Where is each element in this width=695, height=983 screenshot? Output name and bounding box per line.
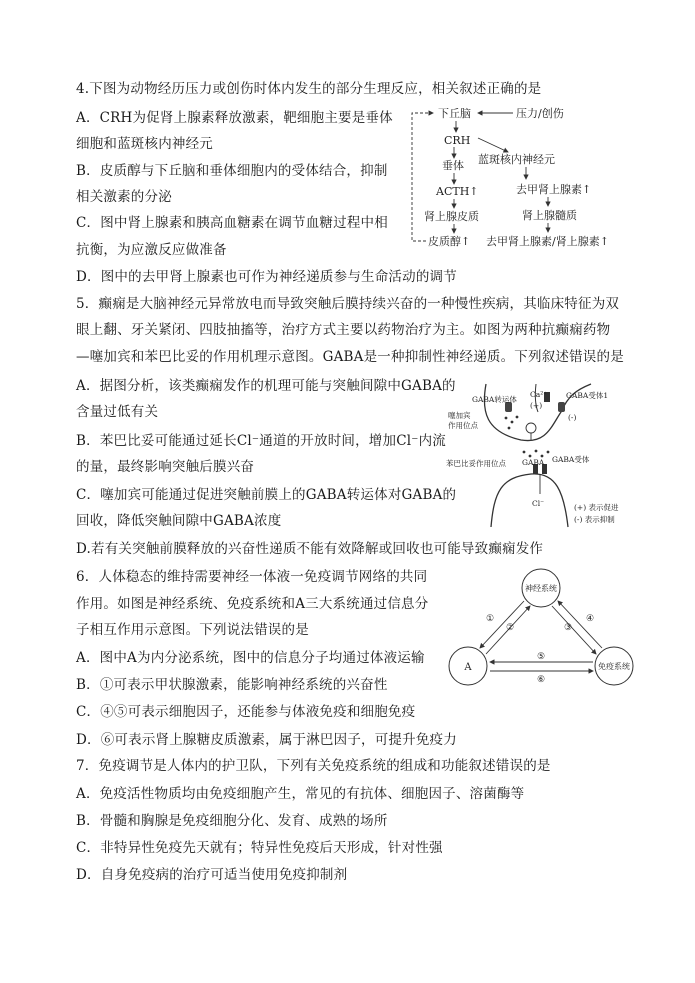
gaba-label: GABA [522,458,545,467]
gaba-receptor-label: GABA受体 [552,455,590,464]
q4-option-b: B．皮质醇与下丘脑和垂体细胞内的受体结合，抑制 [76,163,388,179]
gaba-transporter-label: GABA转运体 [472,395,517,404]
arrow-5-label: ⑤ [537,652,546,662]
arrow-6-label: ⑥ [537,675,546,685]
system-a-label: A [464,662,472,673]
tiagabine-site-label: 作用位点 [448,421,478,430]
q7-option-c: C．非特异性免疫先天就有；特异性免疫后天形成，针对性强 [76,840,443,856]
locus-coeruleus-label: 蓝斑核内神经元 [478,153,555,166]
norepinephrine-label: 去甲肾上腺素↑ [516,183,592,196]
q4-option-a-cont: 细胞和蓝斑核内神经元 [76,136,213,152]
legend-inhibit: (-) 表示抑制 [574,515,615,524]
q6-option-b: B．①可表示甲状腺激素，能影响神经系统的兴奋性 [76,677,388,693]
adrenal-cortex-label: 肾上腺皮质 [424,210,479,223]
tiagabine-label: 噻加宾 [448,411,471,420]
pituitary-label: 垂体 [442,159,464,172]
arrow-3-label: ③ [564,623,573,633]
q7-option-b: B．骨髓和胸腺是免疫细胞分化、发育、成熟的场所 [76,813,388,829]
q5-stem-line3: —噻加宾和苯巴比妥的作用机理示意图。GABA是一种抑制性神经递质。下列叙述错误的是 [76,349,624,365]
q5-option-a: A．据图分析，该类癫痫发作的机理可能与突触间隙中GABA的 [76,378,456,394]
ne-epi-label: 去甲肾上腺素/肾上腺素↑ [486,235,609,248]
nervous-system-label: 神经系统 [525,584,557,593]
q6-stem-line2: 作用。如图是神经系统、免疫系统和A三大系统通过信息分 [76,596,429,612]
q4-option-c: C．图中肾上腺素和胰高血糖素在调节血糖过程中相 [76,215,388,231]
q5-option-b-cont: 的量，最终影响突触后膜兴奋 [76,459,255,475]
q4-option-b-cont: 相关激素的分泌 [76,189,172,205]
q4-option-a: A．CRH为促肾上腺素释放激素，靶细胞主要是垂体 [76,110,393,126]
immune-system-label: 免疫系统 [598,662,630,671]
q4-option-c-cont: 抗衡，为应激反应做准备 [76,242,227,258]
arrow-1-label: ① [486,614,495,624]
chloride-label: Cl⁻ [532,499,545,508]
crh-label: CRH [444,134,471,147]
stress-label: 压力/创伤 [516,107,564,120]
q7-option-a: A．免疫活性物质均由免疫细胞产生，常见的有抗体、细胞因子、溶菌酶等 [76,786,525,802]
gaba-receptor1-label: GABA受体1 [566,391,609,400]
q5-stem-line1: 5．癫痫是大脑神经元异常放电而导致突触后膜持续兴奋的一种慢性疾病，其临床特征为双 [76,296,620,312]
q5-stem-line2: 眼上翻、牙关紧闭、四肢抽搐等，治疗方式主要以药物治疗为主。如图为两种抗癫痫药物 [76,322,611,338]
q5-option-a-cont: 含量过低有关 [76,404,159,420]
q5-option-c-cont: 回收，降低突触间隙中GABA浓度 [76,513,282,529]
q6-option-c: C．④⑤可表示细胞因子，还能参与体液免疫和细胞免疫 [76,704,416,720]
minus-mark: (-) [568,413,577,422]
calcium-label: Ca²⁺ [530,390,548,399]
plus-mark: (+) [530,401,543,410]
acth-label: ACTH↑ [436,185,479,198]
adrenal-medulla-label: 肾上腺髓质 [522,209,577,222]
cortisol-label: 皮质醇↑ [428,235,471,248]
q5-option-c: C．噻加宾可能通过促进突触前膜上的GABA转运体对GABA的 [76,487,457,503]
q6-option-a: A．图中A为内分泌系统，图中的信息分子均通过体液运输 [76,650,425,666]
q4-stem: 4.下图为动物经历压力或创伤时体内发生的部分生理反应，相关叙述正确的是 [76,81,542,97]
q6-stem-line1: 6．人体稳态的维持需要神经一体液一免疫调节网络的共同 [76,569,428,585]
q6-option-d: D．⑥可表示肾上腺糖皮质激素，属于淋巴因子，可提升免疫力 [76,732,457,748]
q5-option-b: B．苯巴比妥可能通过延长Cl⁻通道的开放时间，增加Cl⁻内流 [76,433,446,449]
q5-option-d: D.若有关突触前膜释放的兴奋性递质不能有效降解或回收也可能导致癫痫发作 [76,541,544,557]
q6-stem-line3: 子相互作用示意图。下列说法错误的是 [76,622,309,638]
q7-option-d: D．自身免疫病的治疗可适当使用免疫抑制剂 [76,867,348,883]
legend-promote: (+) 表示促进 [574,503,619,512]
q4-option-d: D．图中的去甲肾上腺素也可作为神经递质参与生命活动的调节 [76,269,457,285]
phenobarbital-label: 苯巴比妥作用位点 [446,459,506,468]
arrow-4-label: ④ [586,614,595,624]
synapse-diagram [446,382,619,532]
hypothalamus-label: 下丘脑 [438,107,471,120]
arrow-2-label: ② [506,623,515,633]
q7-stem: 7．免疫调节是人体内的护卫队，下列有关免疫系统的组成和功能叙述错误的是 [76,758,551,774]
stress-response-diagram [408,102,628,254]
regulation-network-diagram [448,568,634,690]
